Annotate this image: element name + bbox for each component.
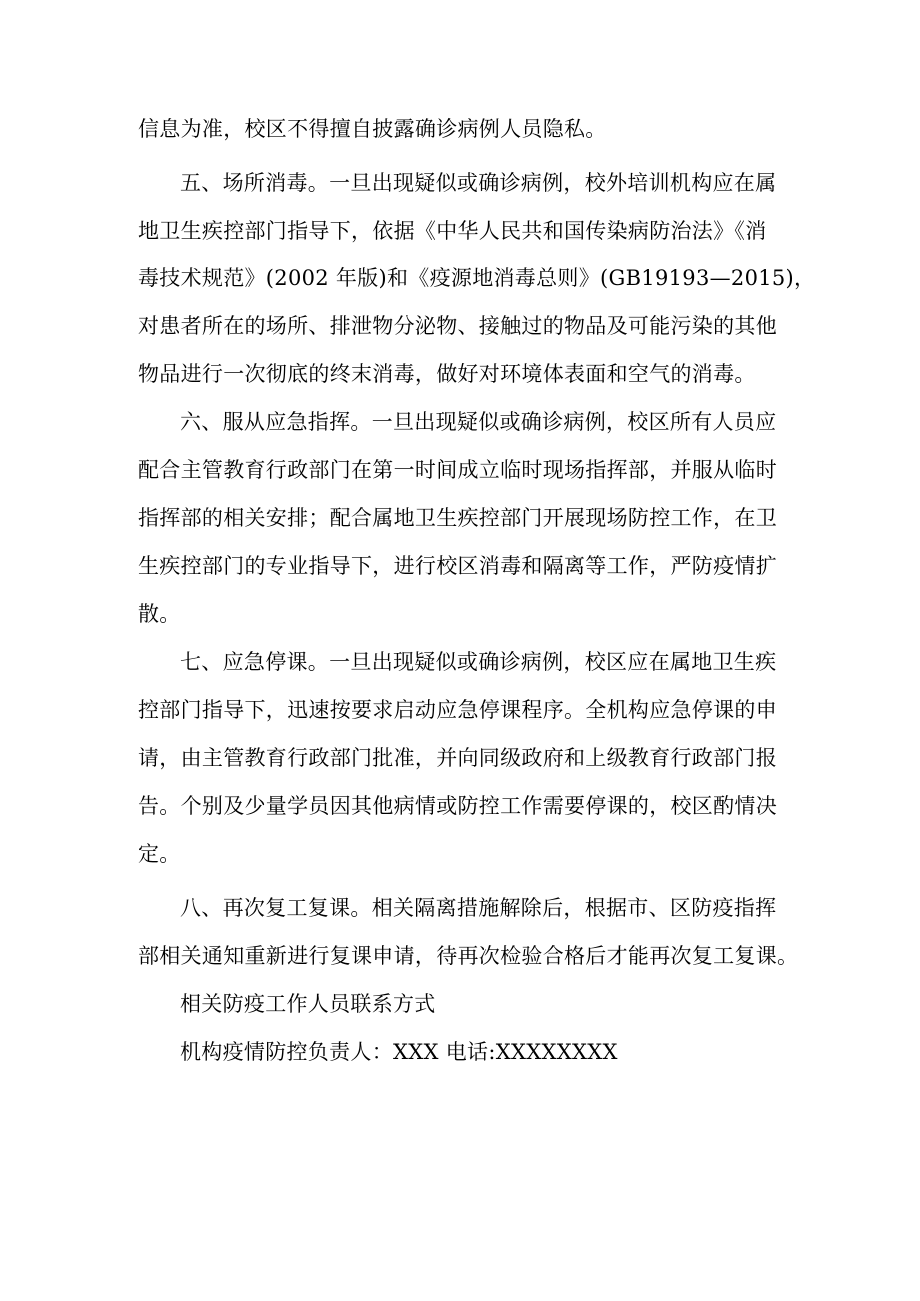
section-7-heading-line: 七、应急停课。一旦出现疑似或确诊病例，校区应在属地卫生疾 bbox=[180, 650, 777, 674]
contact-heading: 相关防疫工作人员联系方式 bbox=[180, 992, 436, 1016]
text-line: 指挥部的相关安排；配合属地卫生疾控部门开展现场防控工作，在卫 bbox=[138, 506, 777, 530]
text-line: 告。个别及少量学员因其他病情或防控工作需要停课的，校区酌情决 bbox=[138, 794, 777, 818]
text-line: 定。 bbox=[138, 842, 181, 866]
text-line: 毒技术规范》(2002 年版)和《疫源地消毒总则》(GB19193—2015)， bbox=[138, 266, 816, 290]
text-line: 请，由主管教育行政部门批准，并向同级政府和上级教育行政部门报 bbox=[138, 746, 777, 770]
contact-line: 机构疫情防控负责人：XXX 电话:XXXXXXXX bbox=[180, 1040, 618, 1064]
text-line: 信息为准，校区不得擅自披露确诊病例人员隐私。 bbox=[138, 117, 607, 141]
text-line: 对患者所在的场所、排泄物分泌物、接触过的物品及可能污染的其他 bbox=[138, 314, 777, 338]
text-line: 部相关通知重新进行复课申请，待再次检验合格后才能再次复工复课。 bbox=[138, 944, 799, 968]
section-8-heading-line: 八、再次复工复课。相关隔离措施解除后，根据市、区防疫指挥 bbox=[180, 896, 777, 920]
section-6-heading-line: 六、服从应急指挥。一旦出现疑似或确诊病例，校区所有人员应 bbox=[180, 410, 777, 434]
text-line: 配合主管教育行政部门在第一时间成立临时现场指挥部，并服从临时 bbox=[138, 458, 777, 482]
text-line: 散。 bbox=[138, 602, 181, 626]
text-line: 物品进行一次彻底的终末消毒，做好对环境体表面和空气的消毒。 bbox=[138, 362, 756, 386]
section-5-heading-line: 五、场所消毒。一旦出现疑似或确诊病例，校外培训机构应在属 bbox=[180, 171, 777, 195]
text-line: 生疾控部门的专业指导下，进行校区消毒和隔离等工作，严防疫情扩 bbox=[138, 554, 777, 578]
text-line: 地卫生疾控部门指导下，依据《中华人民共和国传染病防治法》《消 bbox=[138, 219, 767, 243]
text-line: 控部门指导下，迅速按要求启动应急停课程序。全机构应急停课的申 bbox=[138, 698, 777, 722]
